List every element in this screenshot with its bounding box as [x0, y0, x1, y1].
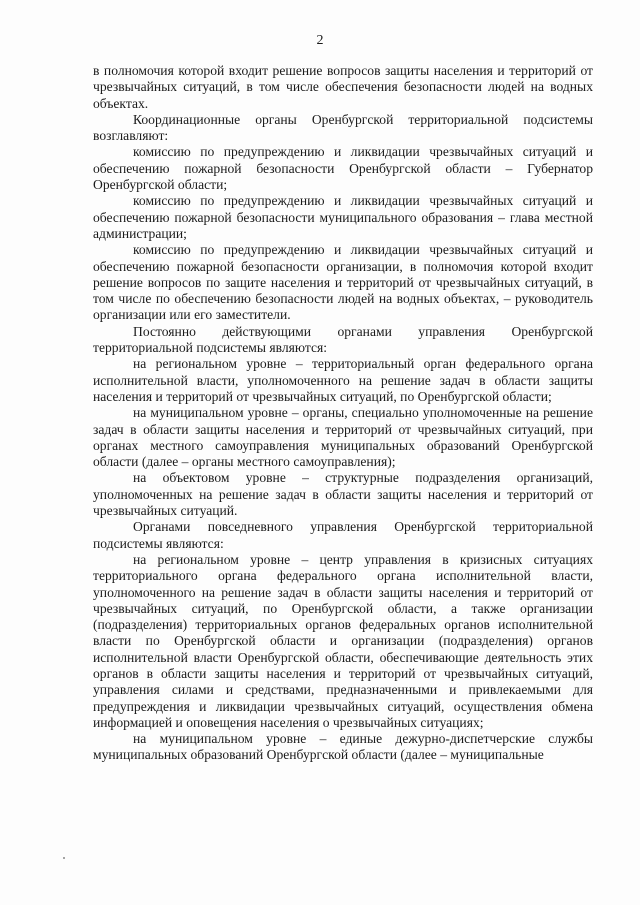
- scan-speck: [63, 857, 65, 859]
- paragraph: на региональном уровне – центр управления в кризисных ситуациях территориального органа федерального органа исполнительной власти, уполномоченного на решение задач в области защиты населения и территорий от чрезвычайных ситуаций, по Оренбургской области, а также организации (подразделения) территориальных органов федеральных органов исполнительной власти по Оренбургской области и организации (подразделения) органов исполнительной власти Оренбургской области, обеспечивающие деятельность этих органов в области защиты населения и территорий от чрезвычайных ситуаций, управления силами и средствами, предназначенными и привлекаемыми для предупреждения и ликвидации чрезвычайных ситуаций, осуществления обмена информацией и оповещения населения о чрезвычайных ситуациях;: [93, 551, 593, 730]
- paragraph: комиссию по предупреждению и ликвидации чрезвычайных ситуаций и обеспечению пожарной безопасности Оренбургской области – Губернатор Оренбургской области;: [93, 144, 593, 193]
- paragraph: комиссию по предупреждению и ликвидации чрезвычайных ситуаций и обеспечению пожарной безопасности организации, в полномочия которой входит решение вопросов по защите населения и территорий от чрезвычайных ситуаций, в том числе по обеспечению безопасности людей на водных объектах, – руководитель организации или его заместители.: [93, 242, 593, 323]
- paragraph: на муниципальном уровне – органы, специально уполномоченные на решение задач в области защиты населения и территорий от чрезвычайных ситуаций, при органах местного самоуправления муниципальных образований Оренбургской области (далее – органы местного самоуправления);: [93, 405, 593, 470]
- paragraph: на муниципальном уровне – единые дежурно-диспетчерские службы муниципальных образований Оренбургской области (далее – муниципальные: [93, 731, 593, 763]
- paragraph: Координационные органы Оренбургской территориальной подсистемы возглавляют:: [93, 111, 593, 144]
- paragraph: Постоянно действующими органами управления Оренбургской территориальной подсистемы являются:: [93, 323, 593, 356]
- page-number: 2: [316, 33, 324, 48]
- paragraph: на объектовом уровне – структурные подразделения организаций, уполномоченных на решение задач в области защиты населения и территорий от чрезвычайных ситуаций.: [93, 470, 593, 519]
- paragraph: на региональном уровне – территориальный орган федерального органа исполнительной власти, уполномоченного на решение задач в области защиты населения и территорий от чрезвычайных ситуаций, по Оренбургской области;: [93, 356, 593, 404]
- paragraph: комиссию по предупреждению и ликвидации чрезвычайных ситуаций и обеспечению пожарной безопасности муниципального образования – глава местной администрации;: [93, 193, 593, 241]
- paragraph: в полномочия которой входит решение вопросов защиты населения и территорий от чрезвычайных ситуаций, в том числе обеспечения безопасности людей на водных объектах.: [93, 63, 593, 111]
- paragraph: Органами повседневного управления Оренбургской территориальной подсистемы являются:: [93, 519, 593, 551]
- document-body: [93, 63, 593, 764]
